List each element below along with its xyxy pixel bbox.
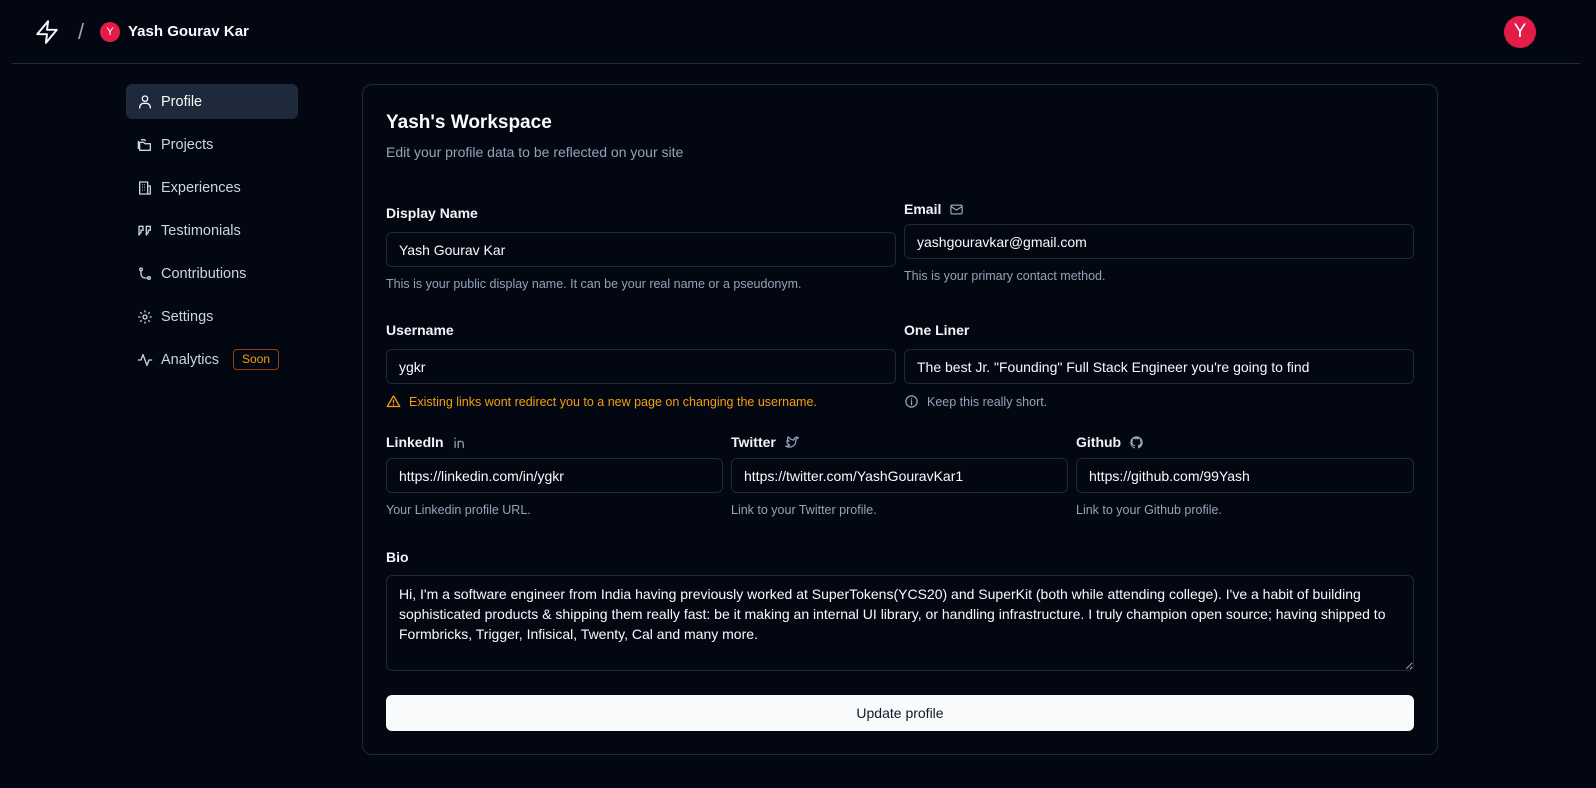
- sidebar-item-label: Contributions: [161, 265, 247, 282]
- sidebar-item-label: Profile: [161, 93, 203, 110]
- username-warning-text: Existing links wont redirect you to a new page on changing the username.: [409, 394, 817, 409]
- user-avatar[interactable]: Y: [1504, 16, 1536, 48]
- sidebar-item-experiences[interactable]: [126, 170, 298, 205]
- one-liner-label: [904, 322, 969, 338]
- email-hint: This is your primary contact method.: [904, 269, 1106, 283]
- building-icon: [137, 180, 153, 196]
- linkedin-hint: Your Linkedin profile URL.: [386, 503, 531, 517]
- github-label-text: Github: [1076, 434, 1122, 450]
- page-title: Yash's Workspace: [386, 112, 552, 133]
- one-liner-label-text: One Liner: [904, 322, 970, 338]
- one-liner-hint-text: Keep this really short.: [927, 394, 1048, 409]
- info-icon: [904, 394, 919, 409]
- git-branch-icon: [137, 266, 153, 282]
- bolt-logo-icon[interactable]: [34, 18, 60, 46]
- bio-label: [386, 549, 409, 565]
- sidebar-item-label: Projects: [161, 136, 214, 153]
- sidebar-item-label: Testimonials: [161, 222, 241, 239]
- user-icon: [137, 94, 153, 110]
- sidebar-item-label: Experiences: [161, 179, 241, 196]
- github-label: [1076, 434, 1144, 450]
- username-input[interactable]: [386, 349, 896, 384]
- sidebar-item-settings[interactable]: [126, 299, 298, 334]
- username-label-text: Username: [386, 322, 454, 338]
- one-liner-input[interactable]: [904, 349, 1414, 384]
- sidebar-item-contributions[interactable]: [126, 256, 298, 291]
- breadcrumb-separator: /: [78, 19, 85, 44]
- sidebar-item-profile[interactable]: [126, 84, 298, 119]
- twitter-icon: [784, 435, 799, 450]
- twitter-label-text: Twitter: [731, 434, 776, 450]
- github-icon: [1129, 435, 1144, 450]
- quote-icon: [137, 223, 153, 239]
- gear-icon: [137, 309, 153, 325]
- linkedin-label-text: LinkedIn: [386, 434, 444, 450]
- sidebar-item-testimonials[interactable]: [126, 213, 298, 248]
- activity-icon: [137, 352, 153, 368]
- email-label-text: Email: [904, 201, 942, 217]
- email-label: [904, 201, 964, 217]
- linkedin-input[interactable]: [386, 458, 723, 493]
- github-input[interactable]: [1076, 458, 1414, 493]
- sidebar-item-label: Settings: [161, 308, 214, 325]
- linkedin-icon: [452, 435, 467, 450]
- update-profile-button[interactable]: Update profile: [386, 695, 1414, 731]
- soon-badge: Soon: [233, 349, 279, 370]
- github-hint: Link to your Github profile.: [1076, 503, 1222, 517]
- workspace-name[interactable]: Yash Gourav Kar: [128, 23, 249, 40]
- twitter-hint: Link to your Twitter profile.: [731, 503, 877, 517]
- email-input[interactable]: [904, 224, 1414, 259]
- bio-textarea[interactable]: [386, 575, 1414, 671]
- workspace-avatar[interactable]: Y: [100, 22, 120, 42]
- warning-icon: [386, 394, 401, 409]
- one-liner-hint: [904, 394, 1047, 409]
- scrollbar[interactable]: [1580, 64, 1596, 788]
- page-subtitle: Edit your profile data to be reflected on your site: [386, 144, 684, 160]
- display-name-label-text: Display Name: [386, 205, 478, 221]
- projects-icon: [137, 137, 153, 153]
- display-name-hint: This is your public display name. It can be your real name or a pseudonym.: [386, 277, 802, 291]
- sidebar-item-label: Analytics: [161, 351, 220, 368]
- username-warning: [386, 394, 817, 409]
- bio-label-text: Bio: [386, 549, 409, 565]
- display-name-input[interactable]: [386, 232, 896, 267]
- linkedin-label: [386, 434, 467, 450]
- mail-icon: [949, 202, 964, 217]
- sidebar-item-projects[interactable]: [126, 127, 298, 162]
- display-name-label: [386, 205, 478, 221]
- sidebar-nav: [126, 84, 298, 385]
- twitter-input[interactable]: [731, 458, 1068, 493]
- sidebar-item-analytics[interactable]: [126, 342, 298, 377]
- top-bar: [12, 0, 1580, 64]
- twitter-label: [731, 434, 799, 450]
- username-label: [386, 322, 454, 338]
